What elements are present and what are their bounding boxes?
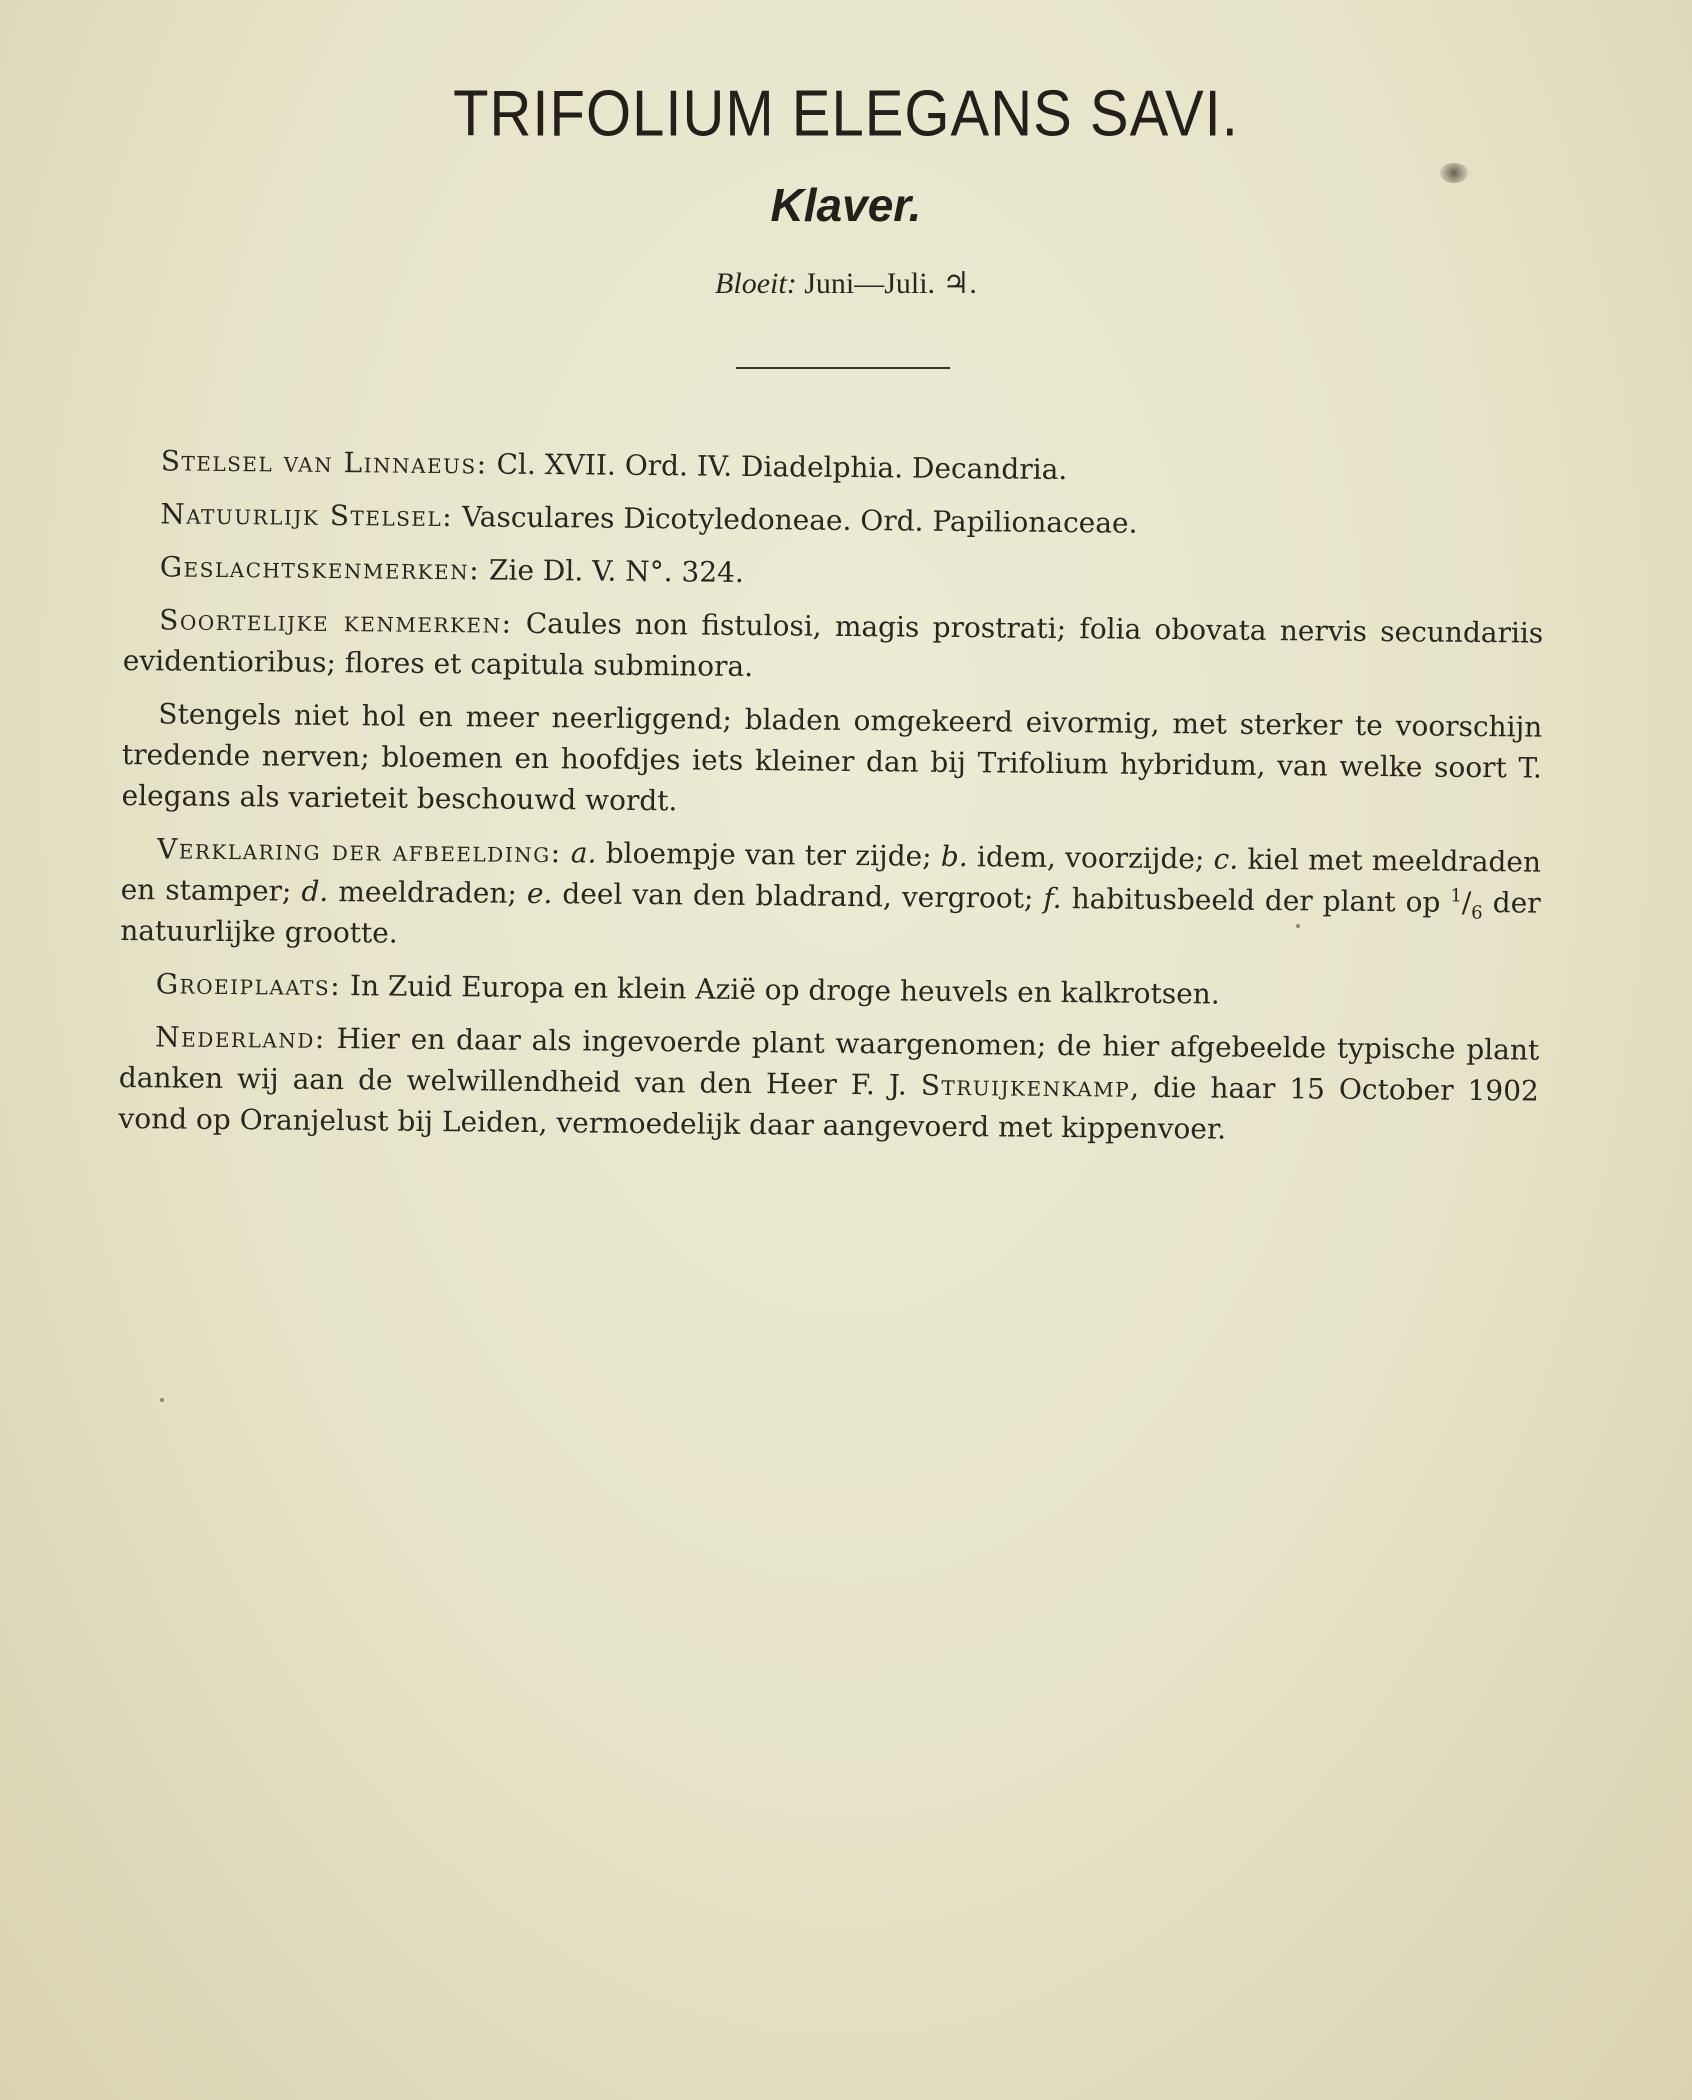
paragraph-text: Stengels niet hol en meer neerliggend; bladen omgekeerd eivormig, met sterker te voorschijn tredende nerven; bloemen en hoofdjes iets kleiner dan bij Trifolium hybridum, van welke soort T. elegans als varieteit beschouwd wordt. — [121, 697, 1543, 818]
figure-letter-b: b. — [940, 839, 968, 874]
fraction-denominator: 6 — [1471, 902, 1483, 924]
paragraph-text: Hier en daar als ingevoerde plant waargenomen; de hier afgebeelde typische plant danken wij aan de welwillendheid van den Heer F. J. — [118, 1021, 1540, 1102]
figure-text: kiel met meeldraden en stamper; — [120, 842, 1542, 908]
paragraph-label: Geslachtskenmerken: — [159, 550, 481, 587]
paragraph-species-characters — [123, 599, 1544, 695]
paragraph-label: Soortelijke kenmerken: — [159, 603, 513, 640]
paragraph-genus-characters — [124, 546, 1544, 601]
paragraph-text: Caules non fistulosi, magis prostrati; folia obovata nervis secundariis evidentioribus; flores et capitula subminora. — [122, 606, 1544, 684]
figure-letter-d: d. — [301, 874, 329, 908]
flowering-value: Juni—Juli. ♃. — [804, 267, 977, 300]
paragraph-label: Natuurlijk Stelsel: — [160, 497, 454, 534]
fraction-numerator: 1 — [1450, 885, 1463, 907]
paragraph-label: Stelsel van Linnaeus: — [160, 444, 488, 481]
figure-letter-e: e. — [526, 876, 553, 911]
paragraph-text: In Zuid Europa en klein Azië op droge heuvels en kalkrotsen. — [340, 969, 1220, 1011]
paragraph-text: Cl. XVII. Ord. IV. Diadelphia. Decandria. — [487, 447, 1068, 487]
print-speck — [160, 1398, 164, 1402]
figure-text: bloempje van ter zijde; — [596, 836, 942, 873]
figure-text: idem, voorzijde; — [967, 840, 1214, 876]
paragraph-text: Zie Dl. V. N°. 324. — [479, 553, 745, 589]
title-divider — [736, 367, 950, 369]
paragraph-label: Nederland: — [155, 1020, 326, 1055]
figure-letter-a: a. — [570, 836, 597, 870]
figure-letter-f: f. — [1043, 881, 1062, 916]
paragraph-text: , die haar 15 October 1902 vond op Oranjelust bij Leiden, vermoedelijk daar aangevoerd met kippenvoer. — [118, 1070, 1539, 1146]
paragraph-text: Vasculares Dicotyledoneae. Ord. Papilionaceae. — [453, 500, 1138, 540]
paragraph-linnaeus — [125, 440, 1545, 495]
figure-text: der natuurlijke grootte. — [120, 886, 1541, 950]
figure-text: habitusbeeld der plant op — [1061, 882, 1451, 919]
scale-fraction: $^1/_6$ — [1450, 885, 1483, 924]
page-title: TRIFOLIUM ELEGANS SAVI. — [453, 77, 1239, 150]
paragraph-label: Groeiplaats: — [155, 967, 342, 1003]
paragraph-label: Verklaring der afbeelding: — [156, 832, 562, 870]
paragraph-habitat — [120, 963, 1540, 1018]
paragraph-natural-system — [124, 493, 1544, 548]
print-speck — [1296, 924, 1300, 928]
flowering-label: Bloeit: — [715, 267, 797, 300]
flowering-line — [0, 266, 1692, 301]
paragraph-netherlands — [118, 1016, 1539, 1153]
figure-text: deel van den bladrand, vergroot; — [552, 877, 1044, 915]
paragraph-figure-explanation — [120, 828, 1541, 965]
figure-letter-c: c. — [1213, 842, 1239, 876]
description-body — [118, 440, 1545, 1165]
page-subtitle: Klaver. — [770, 179, 922, 231]
person-name: Struijkenkamp — [920, 1068, 1131, 1104]
paragraph-dutch-description — [121, 693, 1542, 830]
ink-smudge — [1440, 163, 1468, 183]
figure-text: meeldraden; — [328, 874, 528, 910]
